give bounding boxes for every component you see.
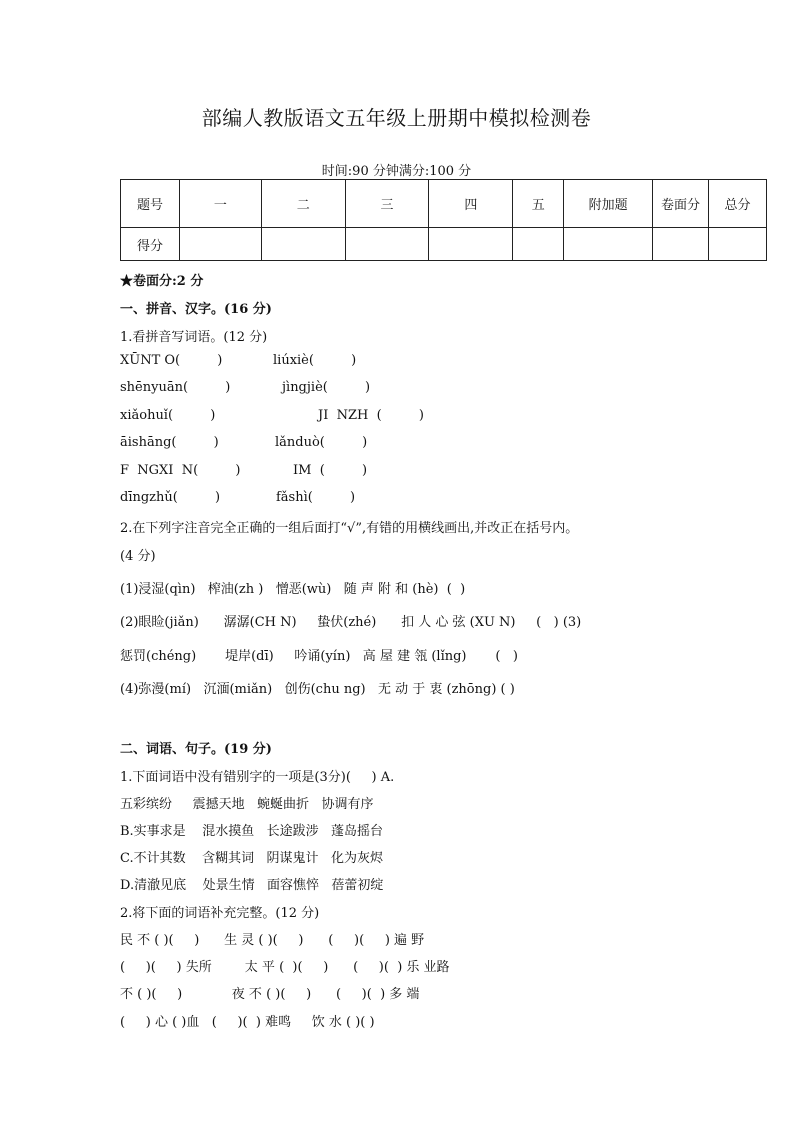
exam-title: 部编人教版语文五年级上册期中模拟检测卷: [201, 106, 592, 130]
idiom-fill-line: 不 ( )( ) 夜 不 ( )( ) ( )( ) 多 端: [120, 987, 420, 1002]
pronunciation-line: (4)弥漫(mí) 沉湎(miǎn) 创伤(chu ng) 无 动 于 衷 (zhōng) ( ): [120, 682, 515, 697]
pinyin-item: xiǎohuǐ( ): [120, 408, 216, 423]
question-2-title: 2.在下列字注音完全正确的一组后面打“√”,有错的用横线画出,并改正在括号内。: [120, 521, 579, 536]
header-cell: 附加题: [564, 180, 653, 228]
header-cell: 二: [261, 180, 345, 228]
pinyin-item: XŪNT O( ): [120, 353, 223, 368]
pinyin-item: IM ( ): [293, 463, 368, 478]
header-cell: 题号: [121, 180, 180, 228]
idiom-fill-line: 民 不 ( )( ) 生 灵 ( )( ) ( )( ) 遍 野: [120, 933, 425, 948]
pronunciation-line: 惩罚(chéng) 堤岸(dī) 吟诵(yín) 高 屋 建 瓴 (lǐng) ( ): [120, 649, 518, 664]
question-2-2-title: 2.将下面的词语补充完整。(12 分): [120, 906, 320, 921]
score-cell[interactable]: [709, 228, 767, 261]
pinyin-item: shēnyuān( ): [120, 380, 231, 395]
score-table: [120, 179, 767, 261]
section-2-heading: 二、词语、句子。(19 分): [120, 742, 272, 757]
score-cell[interactable]: [429, 228, 513, 261]
score-cell[interactable]: [653, 228, 709, 261]
question-2-points: (4 分): [120, 549, 156, 564]
section-1-heading: 一、拼音、汉字。(16 分): [120, 302, 272, 317]
score-cell[interactable]: [179, 228, 261, 261]
pinyin-item: fǎshì( ): [276, 490, 356, 505]
pronunciation-line: (2)眼睑(jiǎn) 潺潺(CH N) 蛰伏(zhé) 扣 人 心 弦 (XU N) ( ) (3): [120, 615, 582, 630]
score-cell[interactable]: [564, 228, 653, 261]
pinyin-item: JI NZH ( ): [318, 408, 424, 423]
pinyin-item: dīngzhǔ( ): [120, 490, 221, 505]
exam-time-and-score: 时间:90 分钟满分:100 分: [321, 164, 472, 179]
header-cell: 一: [179, 180, 261, 228]
score-table-header-row: [121, 180, 767, 228]
header-cell: 卷面分: [653, 180, 709, 228]
header-cell: 三: [345, 180, 429, 228]
option-line: D.清澈见底 处景生情 面容憔悴 蓓蕾初绽: [120, 878, 384, 893]
score-row-label: 得分: [121, 228, 180, 261]
score-cell[interactable]: [513, 228, 564, 261]
pinyin-item: lǎnduò( ): [275, 435, 368, 450]
pinyin-item: F NGXI N( ): [120, 463, 241, 478]
option-line: B.实事求是 混水摸鱼 长途跋涉 蓬岛摇台: [120, 824, 384, 839]
option-line: 五彩缤纷 震撼天地 蜿蜒曲折 协调有序: [120, 797, 374, 812]
pinyin-item: liúxiè( ): [273, 353, 357, 368]
header-cell: 五: [513, 180, 564, 228]
option-line: C.不计其数 含糊其词 阴谋鬼计 化为灰烬: [120, 851, 383, 866]
score-table-score-row: [121, 228, 767, 261]
score-cell[interactable]: [261, 228, 345, 261]
question-2-1-title: 1.下面词语中没有错别字的一项是(3分)( ) A.: [120, 770, 395, 785]
pinyin-item: āishāng( ): [120, 435, 219, 450]
pinyin-item: jìngjiè( ): [282, 380, 371, 395]
score-cell[interactable]: [345, 228, 429, 261]
pronunciation-line: (1)浸湿(qìn) 榨油(zh ) 憎恶(wù) 随 声 附 和 (hè) ( ): [120, 582, 466, 597]
header-cell: 总分: [709, 180, 767, 228]
idiom-fill-line: ( ) 心 ( )血 ( )( ) 难鸣 饮 水 ( )( ): [120, 1015, 375, 1030]
header-cell: 四: [429, 180, 513, 228]
idiom-fill-line: ( )( ) 失所 太 平 ( )( ) ( )( ) 乐 业路: [120, 960, 450, 975]
neatness-score-note: ★卷面分:2 分: [120, 274, 204, 289]
question-1-title: 1.看拼音写词语。(12 分): [120, 330, 268, 345]
